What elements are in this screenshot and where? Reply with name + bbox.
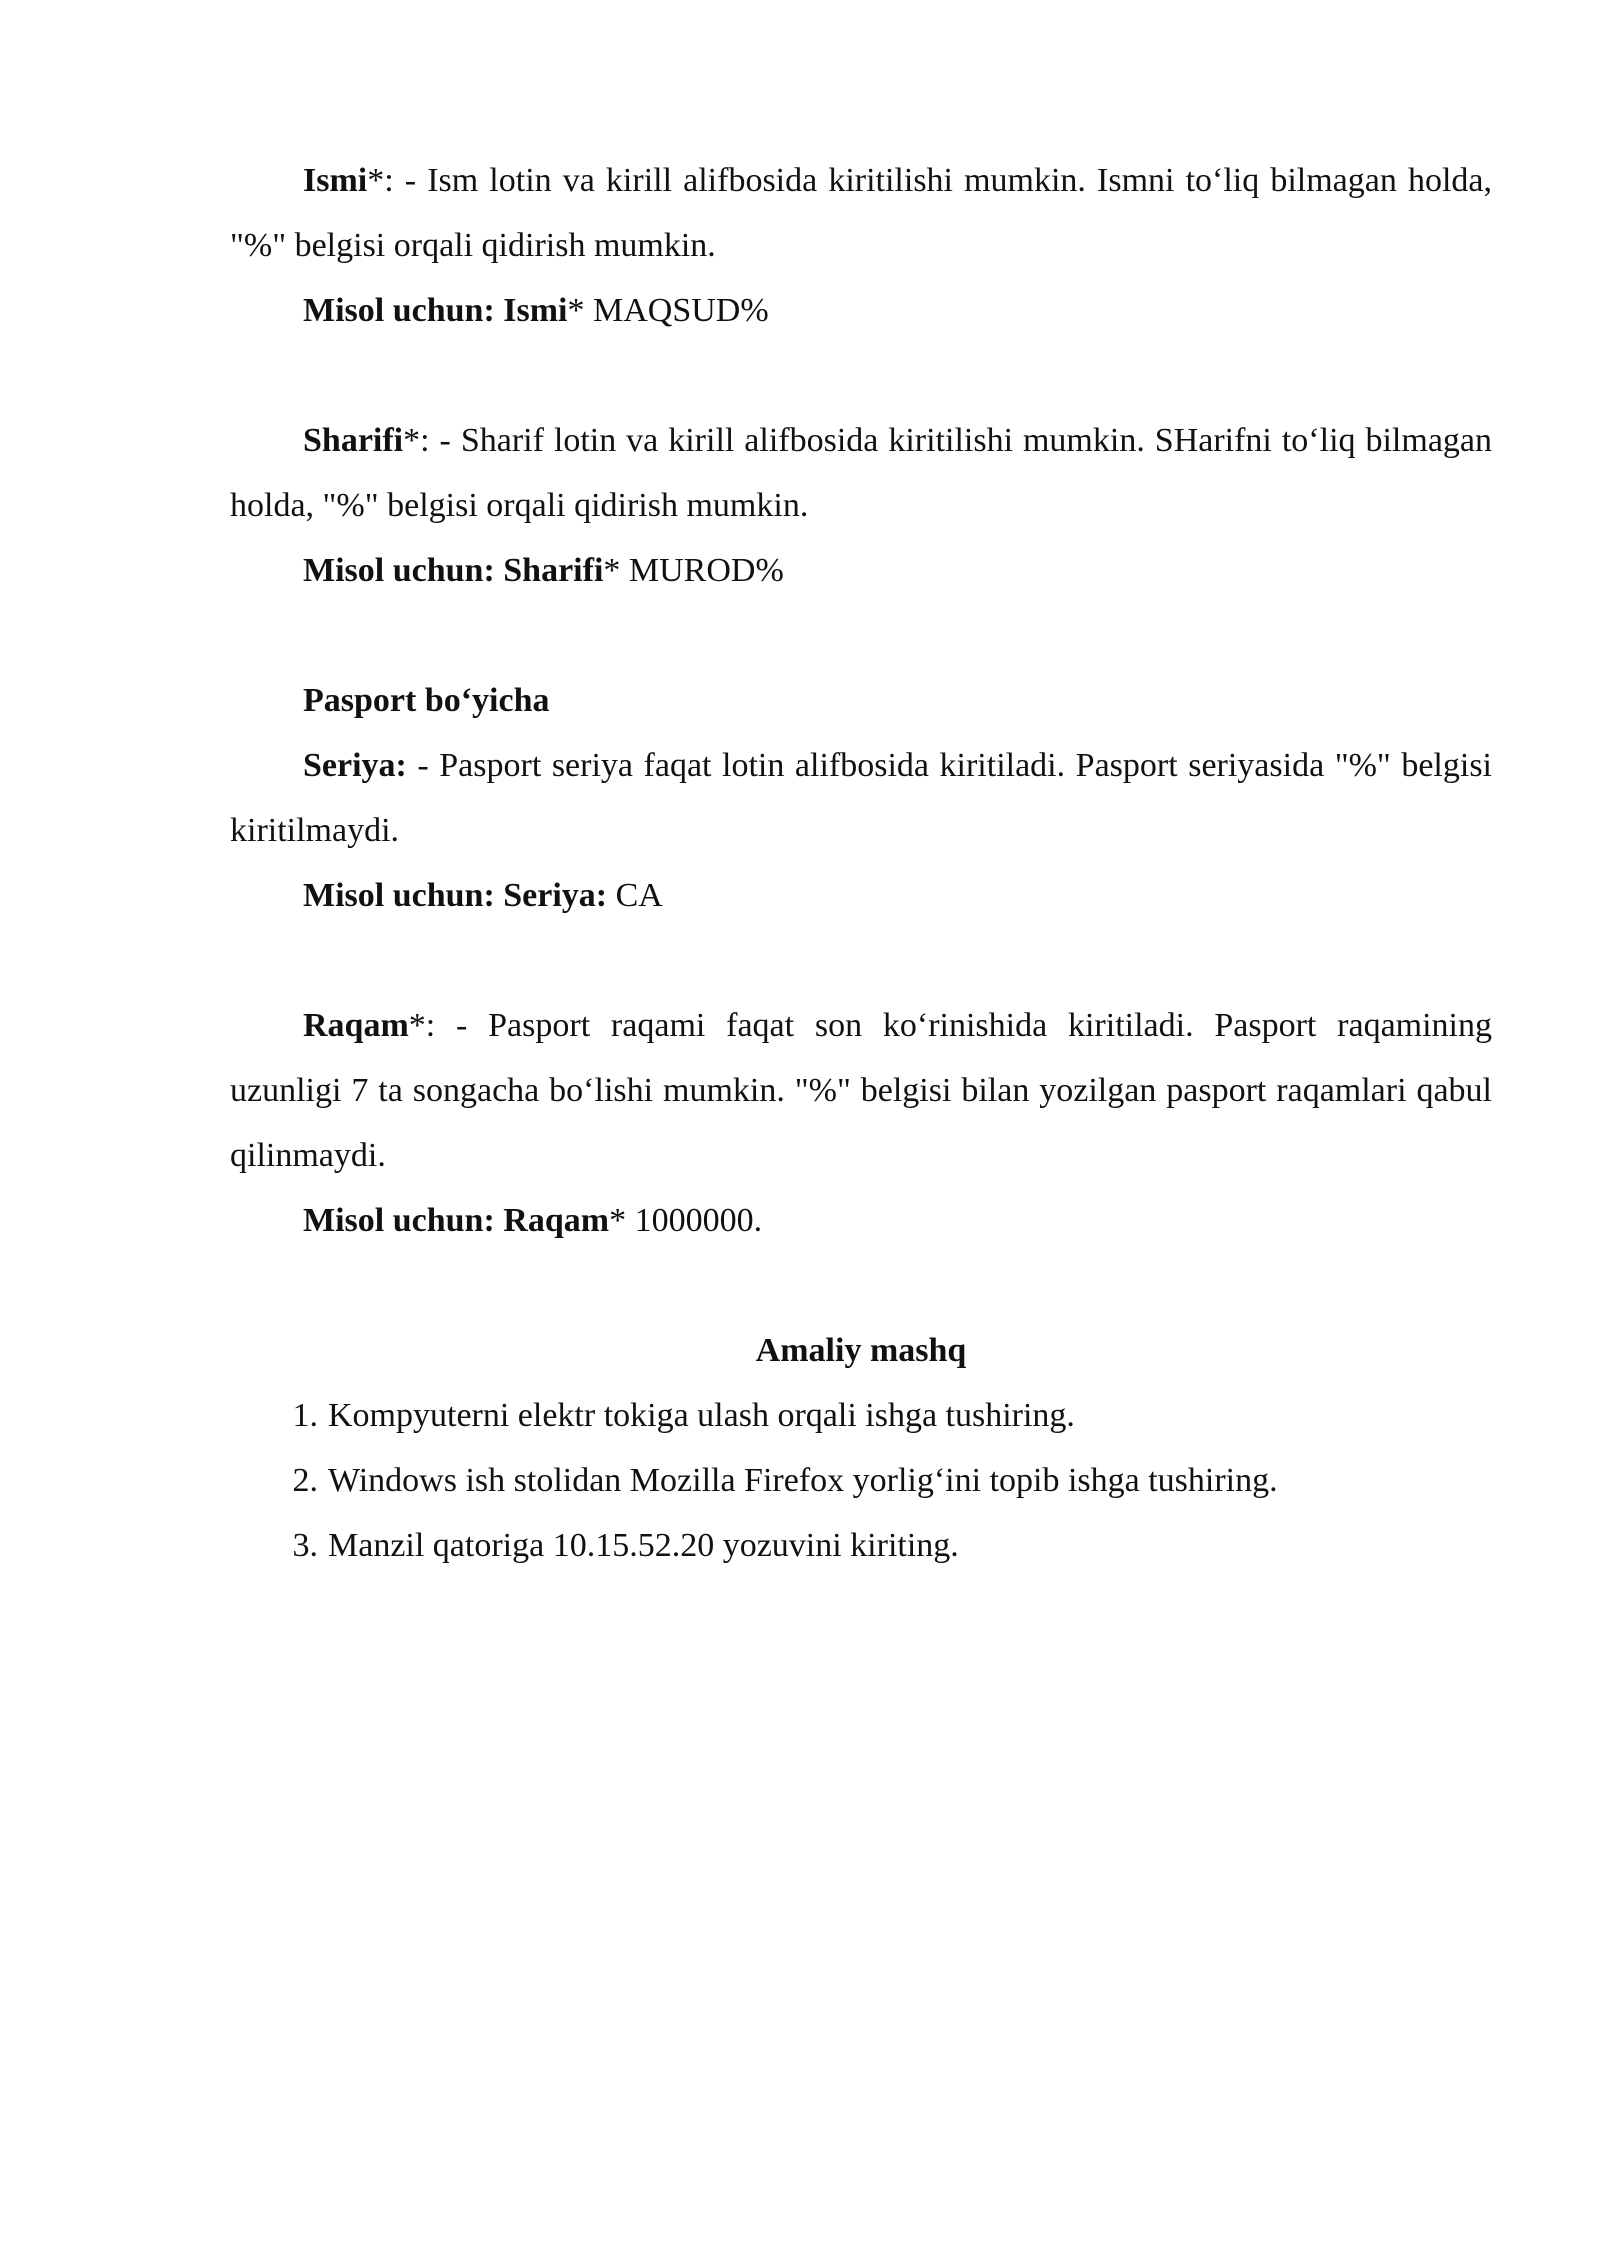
sharifi-example — [230, 538, 1492, 603]
ismi-example — [230, 278, 1492, 343]
spacer — [230, 1253, 1492, 1318]
ismi-example-label: Misol uchun: Ismi — [303, 292, 568, 329]
seriya-text: - Pasport seriya faqat lotin alifbosida kiritiladi. Pasport seriyasida "%" belgisi kiritilmaydi. — [230, 747, 1492, 849]
list-item-text: Windows ish stolidan Mozilla Firefox yorlig‘ini topib ishga tushiring. — [328, 1462, 1278, 1499]
raqam-paragraph — [230, 993, 1492, 1188]
document-page — [230, 148, 1492, 1578]
sharifi-example-label: Misol uchun: Sharifi — [303, 552, 604, 589]
spacer — [230, 603, 1492, 668]
seriya-paragraph — [230, 733, 1492, 863]
raqam-label: Raqam — [303, 1007, 409, 1044]
pasport-heading-text: Pasport bo‘yicha — [303, 682, 550, 719]
list-item-text: Kompyuterni elektr tokiga ulash orqali ishga tushiring. — [328, 1397, 1075, 1434]
pasport-heading — [230, 668, 1492, 733]
list-item — [230, 1513, 1492, 1578]
practice-list — [230, 1383, 1492, 1578]
seriya-example-value: CA — [607, 877, 663, 914]
ismi-label: Ismi — [303, 162, 368, 199]
list-item — [230, 1383, 1492, 1448]
list-item-text: Manzil qatoriga 10.15.52.20 yozuvini kiriting. — [328, 1527, 959, 1564]
raqam-example-label: Misol uchun: Raqam — [303, 1202, 610, 1239]
raqam-text: : - Pasport raqami faqat son ko‘rinishida kiritiladi. Pasport raqamining uzunligi 7 ta songacha bo‘lishi mumkin. "%" belgisi bilan yozilgan pasport raqamlari qabul qilinmaydi. — [230, 1007, 1492, 1174]
practice-title: Amaliy mashq — [755, 1332, 967, 1369]
spacer — [230, 343, 1492, 408]
raqam-star: * — [408, 1007, 426, 1044]
list-item-number: 2. — [292, 1462, 318, 1499]
sharifi-paragraph — [230, 408, 1492, 538]
ismi-paragraph — [230, 148, 1492, 278]
sharifi-example-value: * MUROD% — [603, 552, 784, 589]
raqam-example-value: * 1000000. — [609, 1202, 763, 1239]
sharifi-label: Sharifi — [303, 422, 404, 459]
ismi-text: : - Ism lotin va kirill alifbosida kiritilishi mumkin. Ismni to‘liq bilmagan holda, "%" belgisi orqali qidirish mumkin. — [230, 162, 1492, 264]
raqam-example — [230, 1188, 1492, 1253]
spacer — [230, 928, 1492, 993]
list-item-number: 3. — [292, 1527, 318, 1564]
list-item — [230, 1448, 1492, 1513]
list-item-number: 1. — [292, 1397, 318, 1434]
sharifi-star: * — [403, 422, 421, 459]
ismi-star: * — [367, 162, 385, 199]
seriya-example — [230, 863, 1492, 928]
seriya-example-label: Misol uchun: Seriya: — [303, 877, 608, 914]
ismi-example-value: * MAQSUD% — [567, 292, 769, 329]
seriya-label: Seriya: — [303, 747, 407, 784]
sharifi-text: : - Sharif lotin va kirill alifbosida kiritilishi mumkin. SHarifni to‘liq bilmagan holda, "%" belgisi orqali qidirish mumkin. — [230, 422, 1492, 524]
